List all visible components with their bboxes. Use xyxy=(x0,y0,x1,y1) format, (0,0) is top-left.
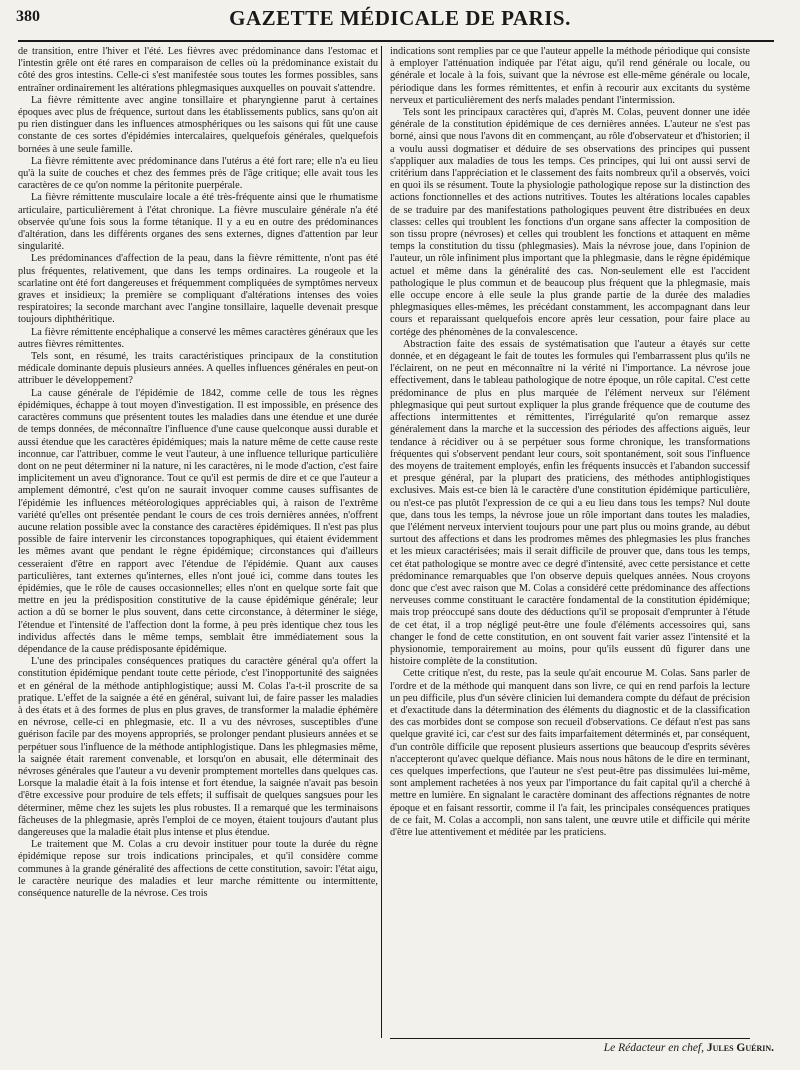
page-number: 380 xyxy=(16,8,40,25)
paragraph: La fièvre rémittente encéphalique a conservé les mêmes caractères généraux que les autres fièvres rémittentes. xyxy=(18,326,378,350)
paragraph: La fièvre rémittente avec prédominance dans l'utérus a été fort rare; elle n'a eu lieu qu'à la suite de couches et chez des femmes près de l'âge critique; elle avait tous les caractères de ce qu'on nomme la péritonite puerpérale. xyxy=(18,155,378,192)
running-title: GAZETTE MÉDICALE DE PARIS. xyxy=(229,6,571,30)
left-column xyxy=(18,46,378,1038)
signature-role: Le Rédacteur en chef, xyxy=(603,1042,704,1054)
paragraph: indications sont remplies par ce que l'auteur appelle la méthode périodique qui consiste à employer l'atténuation indiquée par l'état aigu, qu'il rend générale ou locale, ou générale et locale à la fois, suivant que la névrose est elle-même générale ou locale, périodique dans les formes rémittentes, et enfin à recourir aux excitants du système nerveux et particulièrement des nerfs malades pendant l'intermission. xyxy=(390,46,750,106)
signature-rule xyxy=(390,1038,750,1039)
signature-name: Jules Guérin. xyxy=(706,1042,774,1054)
column-divider xyxy=(381,46,382,1038)
right-column xyxy=(390,46,750,1038)
paragraph: La cause générale de l'épidémie de 1842, comme celle de tous les règnes épidémiques, échappe à tout moyen d'investigation. Il est impossible, en présence des caractères communs que présentent toutes les maladies dans une étendue et une durée de temps données, de méconnaître l'influence d'une cause quelconque aussi durable et aussi étendue que les caractères épidémiques; mais la nature même de cette cause reste inconnue, car l'attribuer, comme le veut l'auteur, à une influence tellurique particulière dont on ne peut déterminer ni la nature, ni les caractères, ni le mode d'action, c'est faire implicitement un aveu d'ignorance. Tout ce qu'il est permis de dire et ce que l'auteur a amplement démontré, c'est qu'on ne saurait invoquer comme causes suffisantes de l'épidémie les influences météorologiques appréciables qui, à raison de l'extrême variété qu'elles ont présentée pendant le cours de ces trois dernières années, n'offrent aucune relation possible avec la constance des caractères épidémiques. Il n'est pas plus possible de faire intervenir les circonstances topographiques, qui étaient évidemment les mêmes avant que pendant le règne épidémique; circonstances qui d'ailleurs cesseraient d'être en rapport avec l'étendue de l'épidémie. Quant aux causes particulières, tant externes qu'internes, elles n'ont joué ici, comme dans toutes les épidémies, que le rôle de causes occasionnelles; elles n'ont en quelque sorte fait que mettre en jeu la prédisposition constitutive de la cause épidémique générale; leur action a dû se borner le plus souvent, dans cette circonstance, à déterminer le siége, l'étendue et l'intensité de l'affection dont la forme, à peu près identique chez tous les individus affectés dans le même temps, semblait être immédiatement sous la dépendance de la cause prédisposante épidémique. xyxy=(18,387,378,655)
editor-signature xyxy=(604,1042,774,1054)
paragraph: Les prédominances d'affection de la peau, dans la fièvre rémittente, n'ont pas été plus fréquentes, relativement, que dans les temps ordinaires. La rougeole et la scarlatine ont été fort dangereuses et fréquemment compliquées de symptômes nerveux graves et insidieux; la première se compliquant d'altérations intenses des voies respiratoires; la seconde marchant avec l'angine tonsillaire, laquelle devenait presque toujours diphthéritique. xyxy=(18,253,378,326)
paragraph: Le traitement que M. Colas a cru devoir instituer pour toute la durée du règne épidémique repose sur trois indications principales, et qu'il considère comme communes à la grande généralité des affections de cette constitution, savoir: l'état aigu, le caractère neurique des maladies et leur marche rémittente ou intermittente, conséquence naturelle de la névrose. Ces trois xyxy=(18,839,378,900)
paragraph: La fièvre rémittente musculaire locale a été très-fréquente ainsi que le rhumatisme articulaire, particulièrement à l'état chronique. La fièvre musculaire générale n'a été observée qu'une fois sous la forme tétanique. Il y a eu en outre des prédominances d'altération, dans les différents organes des sens externes, dignes d'attention par leur singularité. xyxy=(18,192,378,253)
header-rule xyxy=(18,40,774,42)
paragraph: La fièvre rémittente avec angine tonsillaire et pharyngienne parut à certaines époques avec plus de fréquence, surtout dans les établissements publics, sans qu'on ait pu rien distinguer dans les influences atmosphériques ou les saisons qui fût une cause constante de ces sortes d'épidémies intercalaires, quelquefois générales, quelquefois bornées à une seule famille. xyxy=(18,94,378,155)
paragraph: Abstraction faite des essais de systématisation que l'auteur a étayés sur cette donnée, et en dégageant le fait de toutes les formules qui l'embarrassent plus qu'ils ne l'éclairent, on ne peut en méconnaître ni la vérité ni l'importance. La névrose joue effectivement, dans le tableau pathologique de notre époque, un rôle capital. C'est cette prédominance de plus en plus marquée de l'élément nerveux sur l'élément phlegmasique qui peut surtout expliquer la plus grande fréquence que de coutume des affections intermittentes et rémittentes, l'irrégularité qu'on remarque assez généralement dans la marche et la succession des périodes des affections aiguës, leur tendance à récidiver ou à se perpétuer sous forme chronique, les transformations fréquentes qui s'observent pendant leur cours, soit spontanément, soit sous l'influence des moyens de traitement employés, enfin les fréquents insuccès et l'abandon successif et presque général, par la plupart des praticiens, des méthodes antiphlogistiques exclusives. Mais est-ce bien là le caractère d'une constitution épidémique particulière, ou n'est-ce pas plutôt l'expression de ce qui a eu lieu dans tous les temps? Nul doute que, dans tous les temps, la névrose joue un rôle important dans toutes les maladies, que l'élément nerveux intervient toujours pour une part plus ou moins grande, au début surtout des affections et dans les prodromes mêmes des phlegmasies les plus franches et les mieux caractérisées; mais il serait difficile de prouver que, dans tous les temps, cet état pathologique se montre avec ce degré d'intensité, avec cette persistance et cette prédominance remarquables que l'on observe depuis quelques années. Nous croyons donc que c'est avec raison que M. Colas a considéré cette prédominance des affections nerveuses comme constituant le caractère fondamental de la constitution épidémique; mais trop préoccupé sans doute des déductions qu'il se proposait d'emprunter à l'étude de cet état, il a trop négligé peut-être une foule d'éléments accessoires qui, sans changer le fond de cette constitution, en ont souvent fait varier assez l'intensité et la physionomie, temporairement au moins, pour qu'ils eussent dû figurer dans une histoire complète de la constitution. xyxy=(390,338,750,668)
paragraph: L'une des principales conséquences pratiques du caractère général qu'a offert la constitution épidémique pendant toute cette période, c'est l'inopportunité des saignées et en général de la méthode antiphlogistique; aussi M. Colas l'a-t-il proscrite de sa pratique. L'effet de la saignée a été en général, suivant lui, de faire passer les maladies à des états et à des formes de plus en plus graves, de transformer la maladie éphémère en névrose, celle-ci en phlegmasie, etc. Il a vu des névroses, susceptibles d'une guérison facile par des moyens appropriés, se prolonger pendant plusieurs années et se perpétuer sous l'influence de la méthode antiphlogistique. Dans les phlegmasies même, la saignée était rarement convenable, et lorsqu'on en abusait, elle déterminait des névroses générales que l'auteur a vu devenir promptement mortelles dans quelques cas. Lorsque la maladie était à la fois intense et fort étendue, la saignée n'avait pas besoin d'être excessive pour produire de tels effets; il suffisait de quelques sangsues pour les déterminer, même chez les sujets les plus robustes. Il a remarqué que les terminaisons fâcheuses de la phlegmasie, après l'emploi de ce moyen, étaient toujours d'autant plus dangereuses que la maladie était plus intense et plus étendue. xyxy=(18,656,378,838)
paragraph: de transition, entre l'hiver et l'été. Les fièvres avec prédominance dans l'estomac et l'intestin grêle ont été rares en comparaison de celles où la prédominance existait du côté des gros intestins. Celle-ci s'est manifestée sous toutes les formes possibles, sans entraîner ordinairement les altérations phlegmasiques auxquelles on pouvait s'attendre. xyxy=(18,46,378,94)
paragraph: Tels sont, en résumé, les traits caractéristiques principaux de la constitution médicale dominante depuis plusieurs années. A quelles influences générales en peut-on attribuer le développement? xyxy=(18,351,378,387)
paragraph: Tels sont les principaux caractères qui, d'après M. Colas, peuvent donner une idée générale de la constitution épidémique de ces dernières années. L'auteur ne s'est pas borné, ainsi que nous l'avons dit en commençant, au rôle d'observateur et d'historien; il a voulu aussi dogmatiser et déduire de ses observations des principes qui pussent s'appliquer aux maladies de tous les temps. Ces principes, qui lui ont aussi servi de critérium dans l'appréciation et le classement des faits nombreux qu'il a observés, voici en quoi ils se résument. Toute la physiologie pathologique repose sur la distinction des actions fonctionnelles et des actions nutritives. Toutes les altérations locales capables de se traduire par des manifestations pathologiques peuvent être distribuées en deux classes: celles qui troublent les fonctions d'un organe sans affecter la composition de son tissu propre (névroses) et celles qui troublent les fonctions et attaquent en même temps la constitution du tissu (phlegmasies). Mais la névrose joue, dans l'opinion de l'auteur, un rôle infiniment plus important que la phlegmasie, dans le règne épidémique actuel et même dans la généralité des cas. Non-seulement elle est l'accident pathologique le plus commun et de beaucoup plus fréquent que la phlegmasie, mais elle occupe encore à elle seule la plus grande partie de la durée des maladies phlegmasiques elles-mêmes, les précédant constamment, les accompagnant dans leur cours et reparaissant quelquefois encore après leur cessation, pour faire place au cortége des phénomènes de la convalescence. xyxy=(390,107,750,338)
paragraph: Cette critique n'est, du reste, pas la seule qu'ait encourue M. Colas. Sans parler de l'ordre et de la méthode qui manquent dans son livre, ce qui en rend parfois la lecture un peu difficile, plus d'un sévère clinicien lui demandera compte du défaut de précision et d'exactitude dans la détermination des éléments du diagnostic et de la classification des cas morbides dont se compose son recueil d'observations. Ce défaut n'est pas sans quelque gravité ici, car c'est sur des faits imparfaitement déterminés et, par conséquent, d'un contrôle difficile que reposent plusieurs assertions que beaucoup d'esprits sévères n'accepteront qu'avec quelque défiance. Mais nous nous hâtons de le dire en terminant, ces quelques imperfections, que l'auteur ne s'est peut-être pas dissimulées lui-même, sont amplement rachetées à nos yeux par l'importance du fait capital qu'il a cherché à mettre en lumière. En signalant le caractère dominant des affections régnantes de notre époque et en faisant ressortir, comme il l'a fait, les principales conséquences pratiques de ce fait, M. Colas a accompli, non sans talent, une œuvre utile et difficile qui mérite d'être lue attentivement et méditée par les praticiens. xyxy=(390,668,750,838)
